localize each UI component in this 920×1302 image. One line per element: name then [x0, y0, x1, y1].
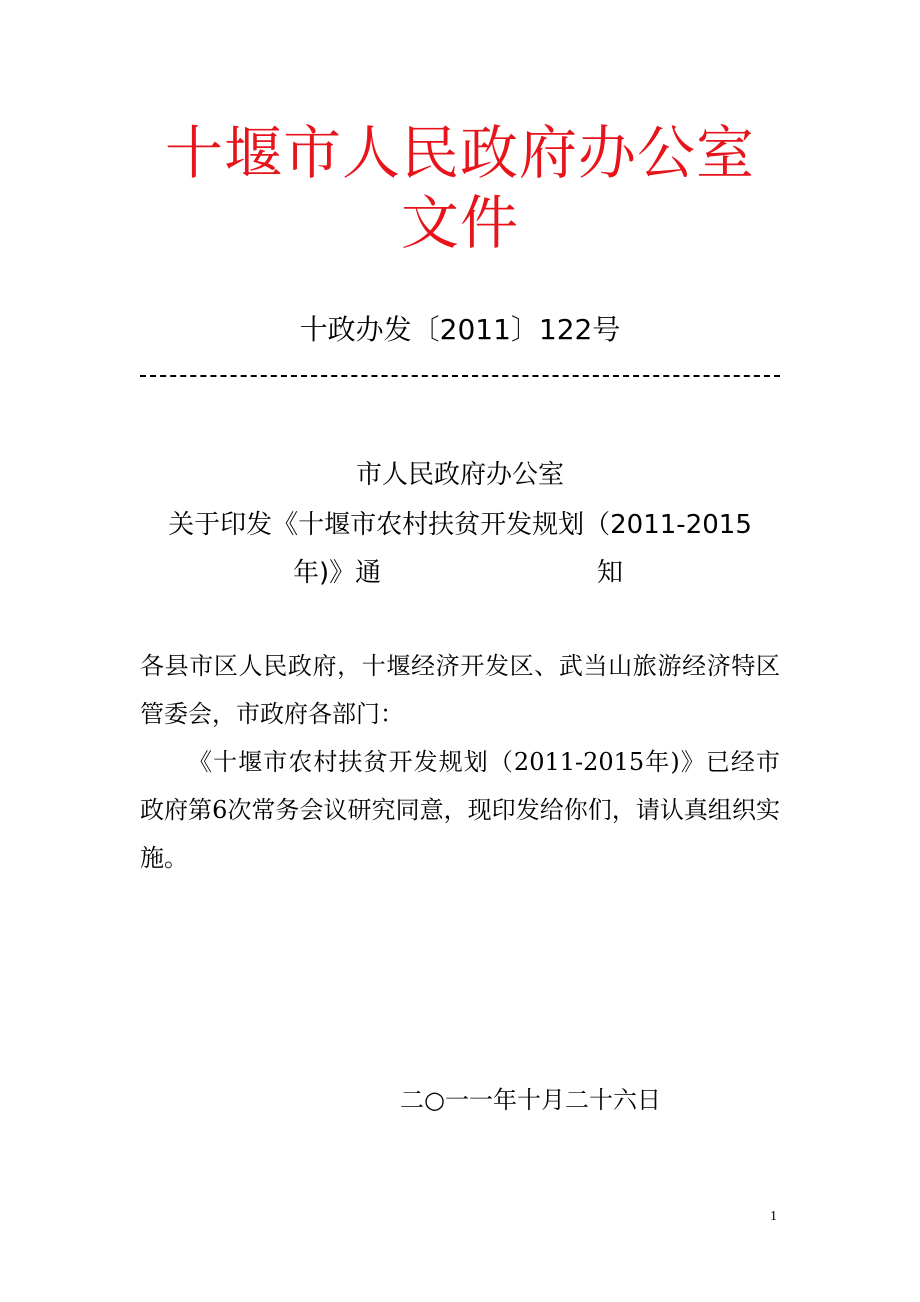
recipients-paragraph: 各县市区人民政府，十堰经济开发区、武当山旅游经济特区管委会，市政府各部门：	[140, 652, 780, 728]
header-title-line1: 十堰市人民政府办公室	[164, 119, 755, 187]
issue-date: 二○一一年十月二十六日	[400, 1086, 661, 1114]
header-title-line2: 文件	[400, 189, 519, 257]
subject-line2: 关于印发《十堰市农村扶贫开发规划（2011-2015	[168, 510, 752, 540]
subject-line3-end: 知	[597, 558, 624, 588]
divider-line	[140, 375, 780, 377]
subject-line1: 市人民政府办公室	[355, 460, 564, 490]
content-paragraph: 《十堰市农村扶贫开发规划（2011-2015年)》已经市政府第6次常务会议研究同意，现印发给你们，请认真组织实施。	[140, 748, 780, 872]
subject-line3-start: 年)》通	[293, 558, 382, 588]
document-number: 十政办发〔2011〕122号	[299, 313, 621, 346]
page-number: 1	[770, 1209, 777, 1224]
